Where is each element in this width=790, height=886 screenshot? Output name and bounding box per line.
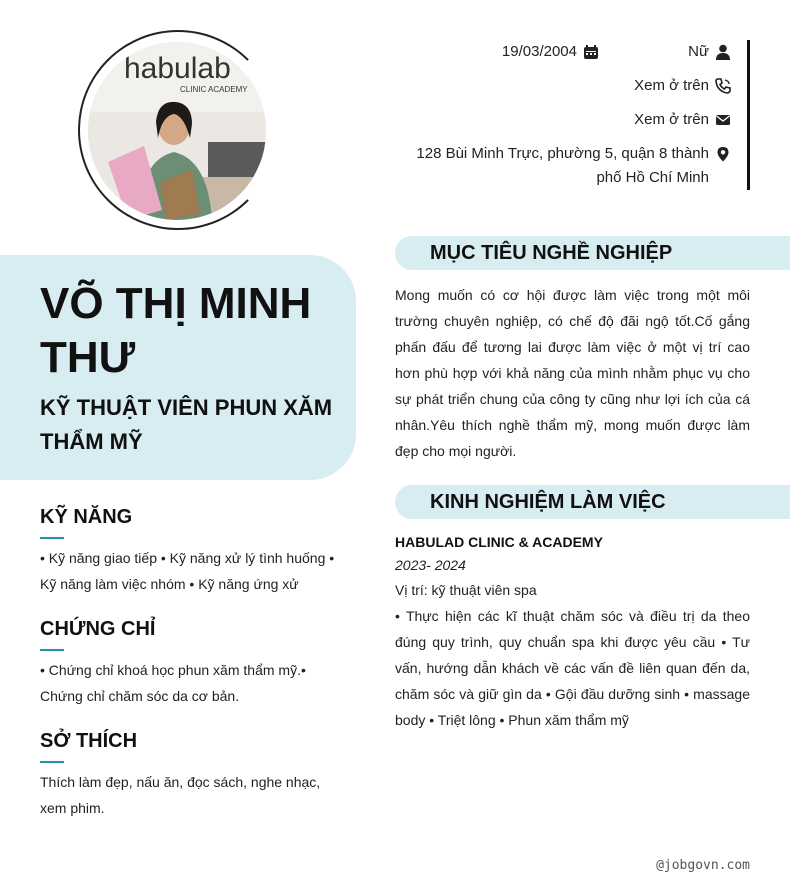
photo-sign-text: habulab <box>124 52 231 85</box>
certificates-title: CHỨNG CHỈ <box>40 618 156 640</box>
objective-title: MỤC TIÊU NGHỀ NGHIỆP <box>430 242 673 264</box>
name-banner <box>0 255 356 480</box>
gender-text: Nữ <box>688 43 709 60</box>
experience-position: Vị trí: kỹ thuật viên spa <box>395 582 537 598</box>
address-text: 128 Bùi Minh Trực, phường 5, quận 8 thành phố Hồ Chí Minh <box>416 145 709 186</box>
contact-phone <box>634 74 731 98</box>
person-icon <box>715 44 731 60</box>
skills-title: KỸ NĂNG <box>40 506 133 528</box>
email-text: Xem ở trên <box>634 111 709 128</box>
dob-text: 19/03/2004 <box>501 43 577 60</box>
photo-sign-sub: CLINIC ACADEMY <box>180 85 248 94</box>
calendar-icon <box>583 44 599 60</box>
objective-text: Mong muốn có cơ hội được làm việc trong một môi trường chuyên nghiệp, có chế độ đãi ngộ tốt.Cố gắng phấn đấu để tương lai được làm việc ở một vị trí cao hơn phù hợp với khả năng của mình nhằm phục vụ cho sự phát triển chung của công ty cũng như lợi ích của cá nhân.Yêu thích nghề thẩm mỹ, mong muốn được làm đẹp cho mọi người. <box>395 287 750 459</box>
hobbies-title: SỞ THÍCH <box>40 730 138 752</box>
avatar <box>88 42 266 220</box>
objective-header <box>395 236 790 270</box>
phone-text: Xem ở trên <box>634 77 709 94</box>
profile-photo <box>78 30 278 230</box>
contact-gender <box>688 40 731 64</box>
experience-company: HABULAD CLINIC & ACADEMY <box>395 534 603 550</box>
envelope-icon <box>715 112 731 128</box>
hobbies-text: Thích làm đẹp, nấu ăn, đọc sách, nghe nhạc, xem phim. <box>40 774 321 816</box>
footer-watermark: @jobgovn.com <box>656 858 750 873</box>
skills-text: • Kỹ năng giao tiếp • Kỹ năng xử lý tình huống • Kỹ năng làm việc nhóm • Kỹ năng ứng xử <box>40 550 335 592</box>
phone-icon <box>715 78 731 94</box>
contact-dob <box>502 40 599 64</box>
experience-header <box>395 485 790 519</box>
contact-address <box>401 142 731 190</box>
experience-period: 2023- 2024 <box>395 557 466 573</box>
certificates-text: • Chứng chỉ khoá học phun xăm thẩm mỹ.• Chứng chỉ chăm sóc da cơ bản. <box>40 662 306 704</box>
map-pin-icon <box>715 146 731 162</box>
full-name: VÕ THỊ MINH THƯ <box>40 279 312 382</box>
contact-panel <box>371 40 750 190</box>
experience-title: KINH NGHIỆM LÀM VIỆC <box>430 491 666 513</box>
contact-email <box>634 108 731 132</box>
experience-description: • Thực hiện các kĩ thuật chăm sóc và điều trị da theo đúng quy trình, quy chuẩn spa khi được yêu cầu • Tư vấn, hướng dẫn khách về các vấn đề liên quan đến da, chăm sóc và giữ gìn da • Gội đầu dưỡng sinh • massage body • Triệt lông • Phun xăm thẩm mỹ <box>395 608 750 728</box>
job-title: KỸ THUẬT VIÊN PHUN XĂM THẨM MỸ <box>40 395 333 454</box>
